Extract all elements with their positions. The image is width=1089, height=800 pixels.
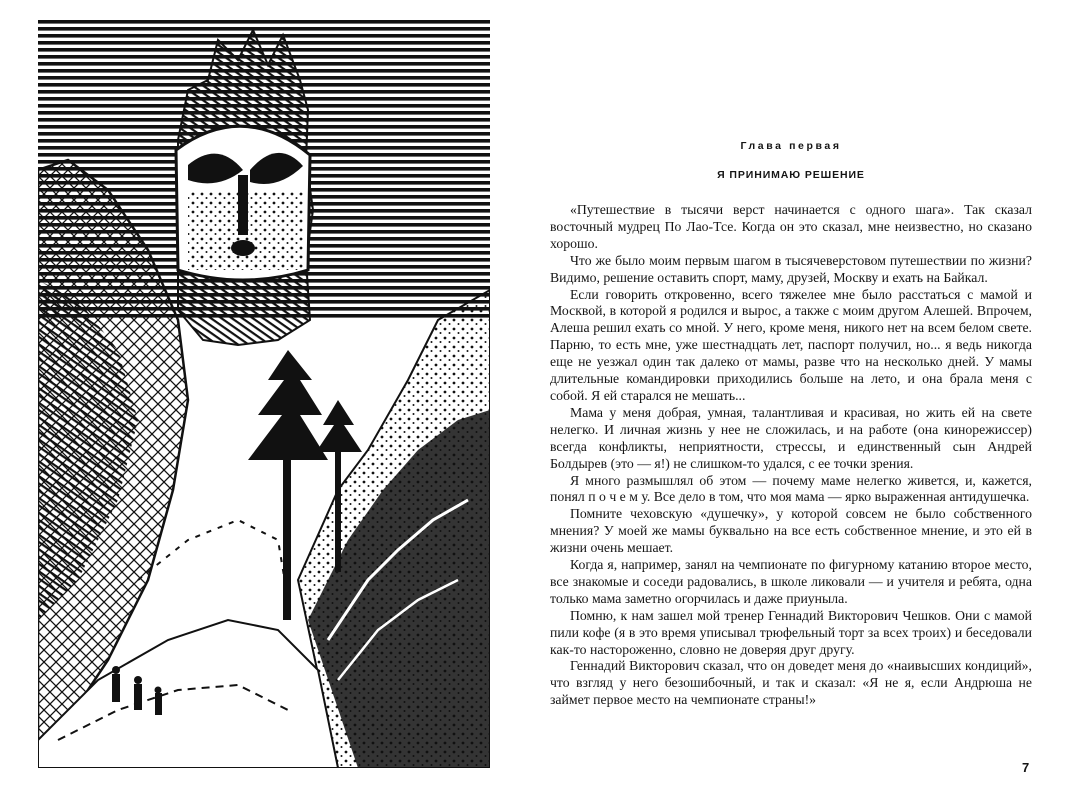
paragraph: Помню, к нам зашел мой тренер Геннадий Викторович Чешков. Они с мамой пили кофе (я в это время уписывал трюфельный торт за всех троих) и беседовали как-то настороженно, словно не доверяя друг другу. [550,607,1032,657]
chapter-label: Глава первая [740,140,842,152]
paragraph: Когда я, например, занял на чемпионате по фигурному катанию второе место, все знакомые и соседи радовались, в школе ликовали — и учителя и ребята, одна только мама заметно огорчилась и даже приуныла. [550,557,1032,606]
paragraph: Если говорить откровенно, всего тяжелее мне было расстаться с мамой и Москвой, в которой я родился и вырос, а также с моим другом Алешей. Впрочем, Алеша решил ехать со мной. У него, кроме меня, никого нет на всем белом свете. Парню, то есть мне, уже шестнадцать лет, паспорт получил, но... я ведь никогда еще не уезжал один так далеко от мамы, разве что на несколько дней. У мамы длительные командировки приходились больше на лето, и она брала меня с собой. Я ей старался не мешать... [550,286,1032,403]
paragraph: Помните чеховскую «душечку», у которой совсем не было собственного мнения? У моей же мамы буквально на все есть собственное мнение, и это ей в жизни очень мешает. [550,506,1032,556]
paragraph: «Путешествие в тысячи верст начинается с одного шага». Так сказал восточный мудрец По Лао-Тсе. Когда он это сказал, мне неизвестно, но сказано хорошо. [550,202,1032,251]
book-illustration [38,20,490,768]
chapter-title: Я ПРИНИМАЮ РЕШЕНИЕ [717,169,865,181]
text-page [550,140,1032,780]
paragraph: Что же было моим первым шагом в тысячеверстовом путешествии по жизни? Видимо, решение оставить спорт, маму, друзей, Москву и ехать на Байкал. [550,252,1032,285]
paragraph: Мама у меня добрая, умная, талантливая и красивая, но жить ей на свете нелегко. И личная жизнь у нее не сложилась, и на работе (она кинорежиссер) всегда конфликты, неприятности, стрессы, и единственный сын Андрей Болдырев (это — я!) не слишком-то удался, с ее точки зрения. [550,404,1032,471]
page-number: 7 [1022,760,1030,775]
body-text [550,202,1032,709]
paragraph: Я много размышлял об этом — почему маме нелегко живется, и, кажется, понял п о ч е м у. Все дело в том, что моя мама — ярко выраженная антидушечка. [550,472,1032,505]
paragraph: Геннадий Викторович сказал, что он доведет меня до «наивысших кондиций», что взгляд у него безошибочный, и так и сказал: «Я не я, если Андрюша не займет первое место на чемпионате страны!» [550,658,1032,708]
